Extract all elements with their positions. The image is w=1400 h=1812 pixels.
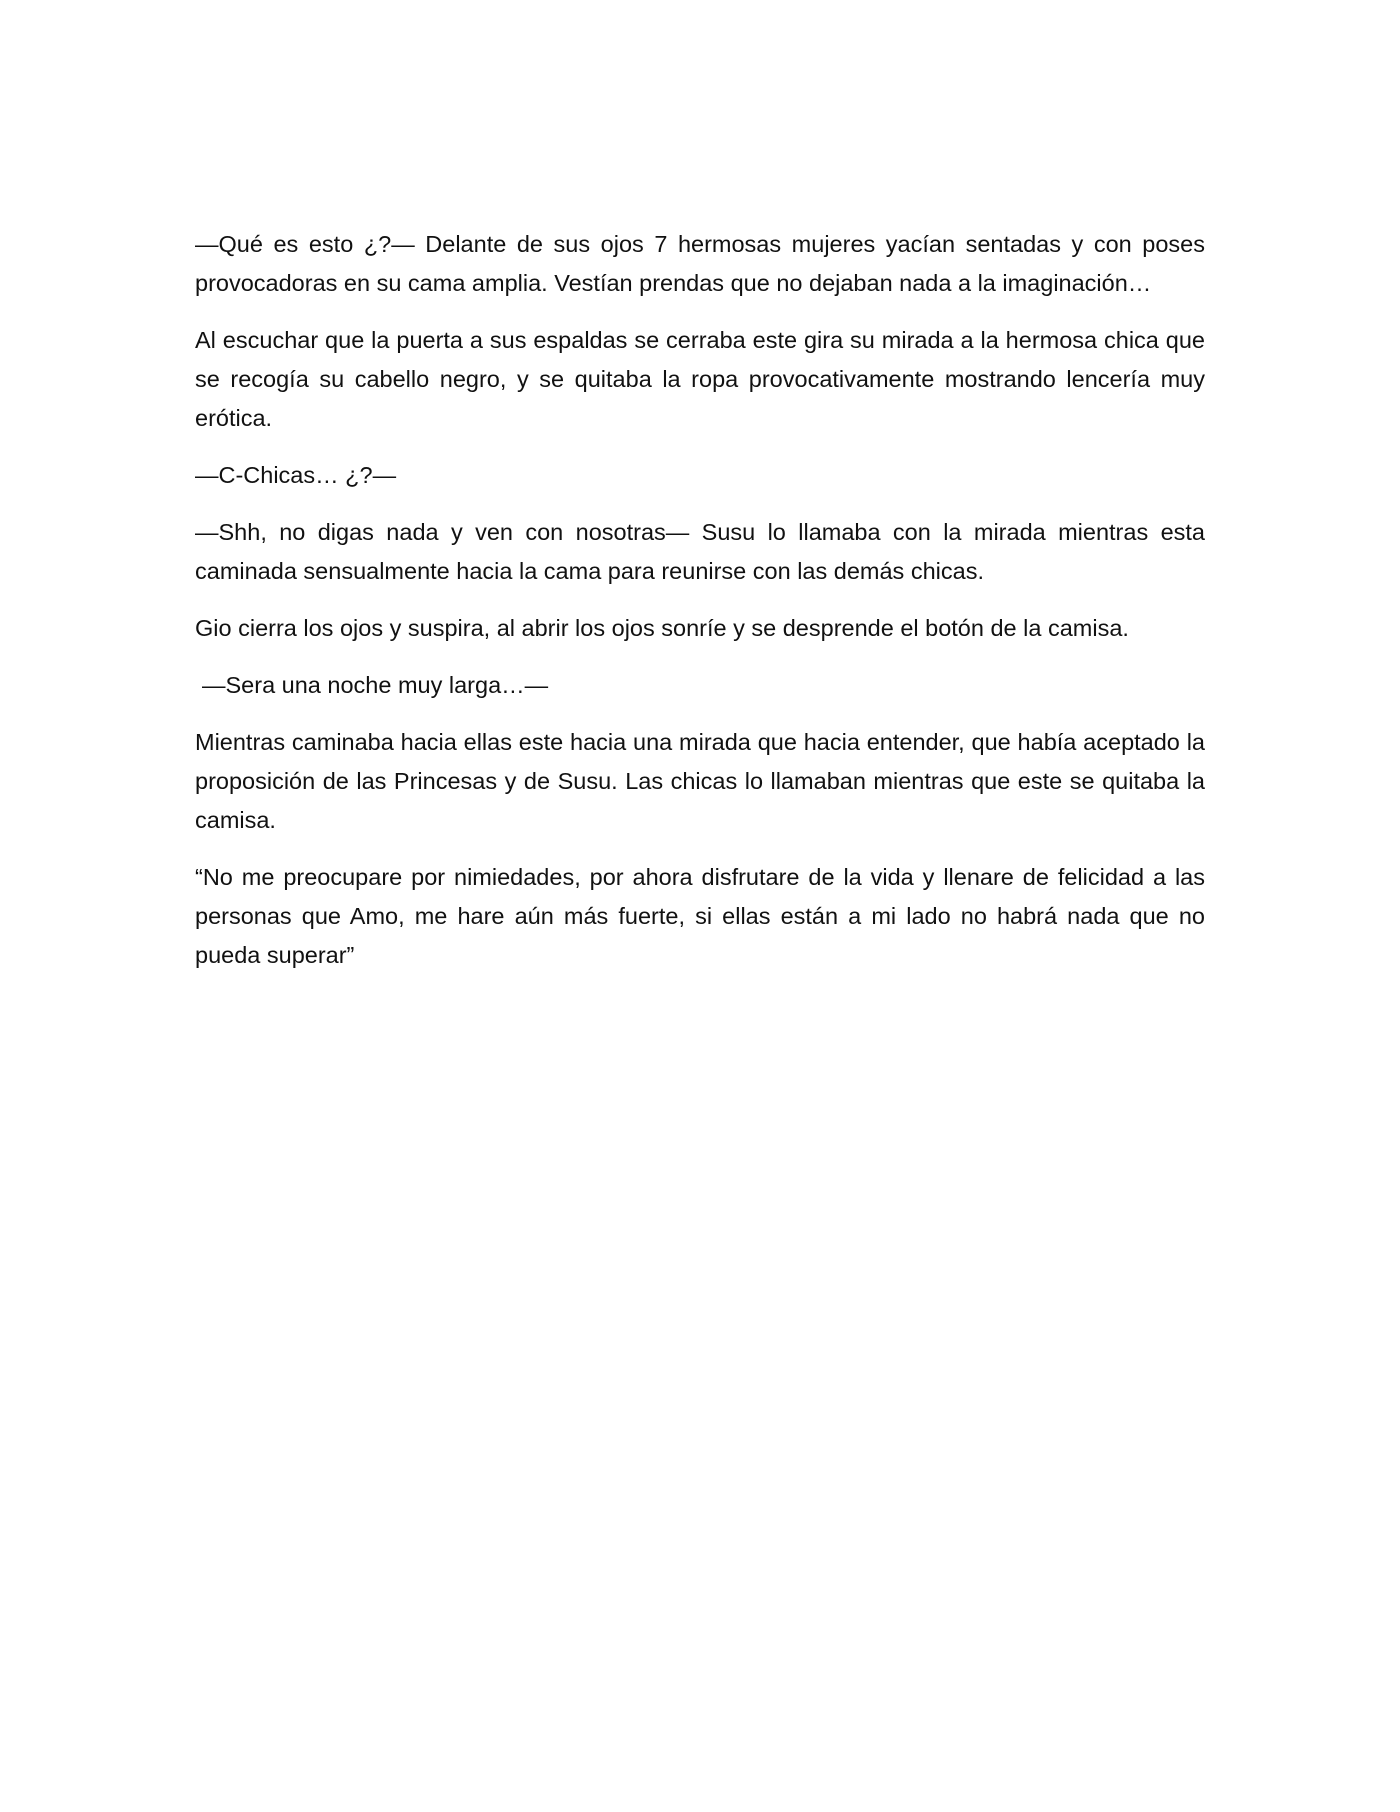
paragraph-6: —Sera una noche muy larga…— — [202, 672, 549, 698]
paragraph-3: —C-Chicas… ¿?— — [195, 462, 397, 488]
paragraph-5: Gio cierra los ojos y suspira, al abrir los ojos sonríe y se desprende el botón de la camisa. — [195, 615, 1129, 641]
paragraph-2: Al escuchar que la puerta a sus espaldas se cerraba este gira su mirada a la hermosa chica que se recogía su cabello negro, y se quitaba la ropa provocativamente mostrando lencería muy erótica. — [195, 327, 1205, 431]
paragraph-1: —Qué es esto ¿?— Delante de sus ojos 7 hermosas mujeres yacían sentadas y con poses provocadoras en su cama amplia. Vestían prendas que no dejaban nada a la imaginación… — [195, 231, 1205, 296]
paragraph-8: “No me preocupare por nimiedades, por ahora disfrutare de la vida y llenare de felicidad a las personas que Amo, me hare aún más fuerte, si ellas están a mi lado no habrá nada que no pueda superar” — [195, 864, 1205, 968]
paragraph-4: —Shh, no digas nada y ven con nosotras— Susu lo llamaba con la mirada mientras esta caminada sensualmente hacia la cama para reunirse con las demás chicas. — [195, 519, 1205, 584]
paragraph-7: Mientras caminaba hacia ellas este hacia una mirada que hacia entender, que había aceptado la proposición de las Princesas y de Susu. Las chicas lo llamaban mientras que este se quitaba la camisa. — [195, 729, 1205, 833]
document-body — [195, 225, 1205, 993]
